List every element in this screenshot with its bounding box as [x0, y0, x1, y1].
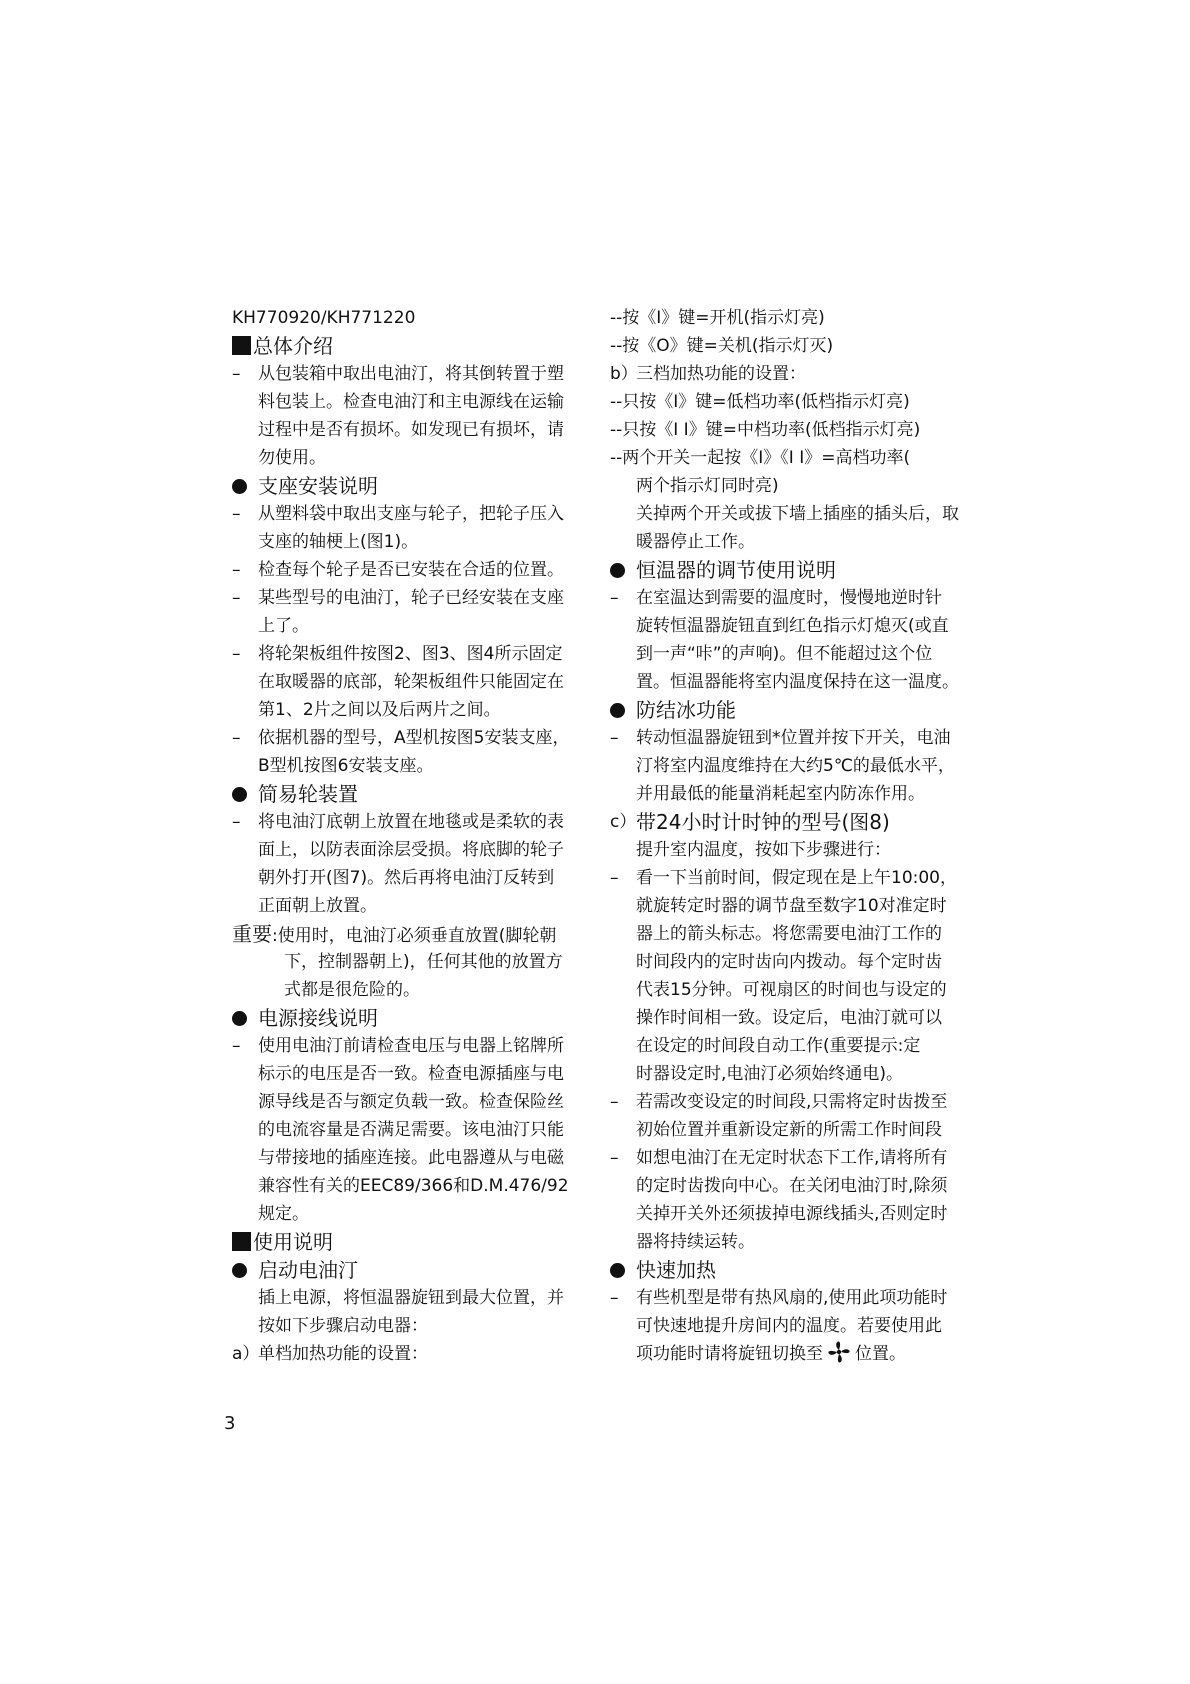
c-1-line-5: 代表15分钟。可视扇区的时间也与设定的 [636, 980, 947, 1000]
thermo-line-3: 到一声“咔”的声响)。但不能超过这个位 [636, 644, 933, 664]
section-heading-wheel: 简易轮装置 [232, 780, 594, 808]
section-heading-frost: 防结冰功能 [610, 696, 982, 724]
b-cont-1: 两个指示灯同时亮) [636, 476, 779, 496]
important-line-2: 下，控制器朝上)，任何其他的放置方 [284, 952, 563, 972]
c-2-line-2: 初始位置并重新设定新的所需工作时间段 [636, 1120, 942, 1140]
stand-1-line-2: 支座的轴梗上(图1)。 [258, 532, 419, 552]
wheel-line-2: 面上，以防表面涂层受损。将底脚的轮子 [258, 840, 564, 860]
fan-icon [827, 1340, 851, 1364]
thermo-line-2: 旋转恒温器旋钮直到红色指示灯熄灭(或直 [636, 616, 949, 636]
b-item-3: --两个开关一起按《I》《I I》=高档功率( [610, 448, 911, 468]
stand-3-line-2: 上了。 [258, 616, 309, 636]
dash-marker: – [610, 728, 619, 748]
power-line-6: 兼容性有关的EEC89/366和D.M.476/92 [258, 1176, 569, 1196]
model-number [232, 304, 594, 332]
step-c-label: c） [610, 812, 637, 832]
wheel-line-3: 朝外打开(图7)。然后再将电油汀反转到 [258, 868, 555, 888]
c-3-line-1: – 如想电油汀在无定时状态下工作,请将所有 [610, 1144, 982, 1172]
section-heading-power: 电源接线说明 [232, 1004, 594, 1032]
intro-line-1: – 从包装箱中取出电油汀，将其倒转置于塑 [232, 360, 594, 388]
c-3-line-2: 的定时齿拨向中心。在关闭电油汀时,除须 [636, 1176, 948, 1196]
right-column [610, 304, 982, 1368]
frost-line-1: – 转动恒温器旋钮到*位置并按下开关，电油 [610, 724, 982, 752]
bullet-dot-icon [610, 703, 625, 718]
b-item-2: --只按《I I》键=中档功率(低档指示灯亮) [610, 420, 921, 440]
section-heading-start: 启动电油汀 [232, 1256, 594, 1284]
dash-marker: – [610, 1288, 619, 1308]
b-cont-2: 关掉两个开关或拔下墙上插座的插头后，取 [636, 504, 959, 524]
dash-marker: – [232, 1036, 241, 1056]
c-1-line-8: 时器设定时,电油汀必须始终通电)。 [636, 1064, 904, 1084]
important-line-3: 式都是很危险的。 [284, 980, 420, 1000]
left-column [232, 304, 594, 1368]
dash-marker: – [232, 364, 241, 384]
step-b-heading: b） 三档加热功能的设置： [610, 360, 982, 388]
dash-marker: – [232, 644, 241, 664]
power-line-4: 的电流容量是否满足需要。该电油汀只能 [258, 1120, 564, 1140]
power-line-1: – 使用电油汀前请检查电压与电器上铭牌所 [232, 1032, 594, 1060]
start-line-2: 按如下步骤启动电器： [258, 1316, 428, 1336]
step-a-label: a） [232, 1344, 260, 1364]
stand-3-line-1: – 某些型号的电油汀，轮子已经安装在支座 [232, 584, 594, 612]
stand-5-line-2: B型机按图6安装支座。 [258, 756, 434, 776]
bullet-dot-icon [610, 1263, 625, 1278]
page-number: 3 [224, 1413, 236, 1434]
frost-line-2: 汀将室内温度维持在大约5℃的最低水平， [636, 756, 955, 776]
dash-marker: – [232, 560, 241, 580]
section-heading-thermostat: 恒温器的调节使用说明 [610, 556, 982, 584]
square-bullet-icon [232, 1232, 251, 1251]
c-1-line-4: 时间段内的定时齿向内拨动。每个定时齿 [636, 952, 942, 972]
dash-marker: – [610, 1092, 619, 1112]
power-line-5: 与带接地的插座连接。此电器遵从与电磁 [258, 1148, 564, 1168]
dash-marker: – [232, 812, 241, 832]
model-text: KH770920/KH771220 [232, 308, 416, 328]
bullet-dot-icon [232, 1011, 247, 1026]
section-heading-intro [232, 332, 594, 360]
dash-marker: – [232, 728, 241, 748]
power-line-7: 规定。 [258, 1204, 309, 1224]
b-cont-3: 暖器停止工作。 [636, 532, 755, 552]
bullet-dot-icon [232, 1263, 247, 1278]
c-3-line-4: 器将持续运转。 [636, 1232, 755, 1252]
c-1-line-1: – 看一下当前时间，假定现在是上午10:00， [610, 864, 982, 892]
stand-5-line-1: – 依据机器的型号，A型机按图5安装支座， [232, 724, 594, 752]
intro-line-3: 过程中是否有损坏。如发现已有损坏，请 [258, 420, 564, 440]
step-c-heading: c） 带24小时计时钟的型号(图8) [610, 810, 890, 834]
thermo-line-4: 置。恒温器能将室内温度保持在这一温度。 [636, 672, 959, 692]
thermo-line-1: – 在室温达到需要的温度时，慢慢地逆时针 [610, 584, 982, 612]
bullet-dot-icon [232, 787, 247, 802]
important-line-1: 重要:使用时，电油汀必须垂直放置(脚轮朝 [232, 922, 557, 946]
wheel-line-4: 正面朝上放置。 [258, 896, 377, 916]
c-1-line-6: 操作时间相一致。设定后，电油汀就可以 [636, 1008, 942, 1028]
start-line-1: 插上电源，将恒温器旋钮到最大位置，并 [258, 1288, 564, 1308]
fast-line-3: 项功能时请将旋钮切换至 位置。 [610, 1340, 982, 1368]
stand-4-line-3: 第1、2片之间以及后两片之间。 [258, 700, 501, 720]
power-line-2: 标示的电压是否一致。检查电源插座与电 [258, 1064, 564, 1084]
frost-line-3: 并用最低的能量消耗起室内防冻作用。 [636, 784, 925, 804]
c-1-line-3: 器上的箭头标志。将您需要电油汀工作的 [636, 924, 942, 944]
fast-line-1: – 有些机型是带有热风扇的,使用此项功能时 [610, 1284, 982, 1312]
a-item-1: --按《I》键=开机(指示灯亮) [610, 308, 825, 328]
a-item-2: --按《O》键=关机(指示灯灭) [610, 336, 834, 356]
c-1-line-7: 在设定的时间段自动工作(重要提示:定 [636, 1036, 921, 1056]
dash-marker: – [610, 588, 619, 608]
fast-line-2: 可快速地提升房间内的温度。若要使用此 [636, 1316, 942, 1336]
section-heading-fast-heat: 快速加热 [610, 1256, 982, 1284]
bullet-dot-icon [232, 479, 247, 494]
dash-marker: – [232, 588, 241, 608]
important-label: 重要 [232, 922, 272, 946]
bullet-dot-icon [610, 563, 625, 578]
stand-4-line-1: – 将轮架板组件按图2、图3、图4所示固定 [232, 640, 594, 668]
dash-marker: – [610, 868, 619, 888]
stand-4-line-2: 在取暖器的底部，轮架板组件只能固定在 [258, 672, 564, 692]
c-intro: 提升室内温度，按如下步骤进行： [636, 840, 891, 860]
dash-marker: – [610, 1148, 619, 1168]
c-1-line-2: 就旋转定时器的调节盘至数字10对准定时 [636, 896, 947, 916]
stand-1-line-1: – 从塑料袋中取出支座与轮子，把轮子压入 [232, 500, 594, 528]
c-2-line-1: – 若需改变设定的时间段,只需将定时齿拨至 [610, 1088, 982, 1116]
intro-line-2: 料包装上。检查电油汀和主电源线在运输 [258, 392, 564, 412]
step-b-label: b） [610, 364, 638, 384]
wheel-line-1: – 将电油汀底朝上放置在地毯或是柔软的表 [232, 808, 594, 836]
section-heading-stand: 支座安装说明 [232, 472, 594, 500]
dash-marker: – [232, 504, 241, 524]
intro-line-4: 勿使用。 [258, 448, 326, 468]
power-line-3: 源导线是否与额定负载一致。检查保险丝 [258, 1092, 564, 1112]
square-bullet-icon [232, 336, 251, 355]
b-item-1: --只按《I》键=低档功率(低档指示灯亮) [610, 392, 910, 412]
intro-heading-text: 总体介绍 [253, 334, 333, 358]
stand-2-line-1: – 检查每个轮子是否已安装在合适的位置。 [232, 556, 594, 584]
step-a-heading: a） 单档加热功能的设置： [232, 1340, 594, 1368]
section-heading-usage: 使用说明 [232, 1228, 594, 1256]
c-3-line-3: 关掉开关外还须拔掉电源线插头,否则定时 [636, 1204, 948, 1224]
